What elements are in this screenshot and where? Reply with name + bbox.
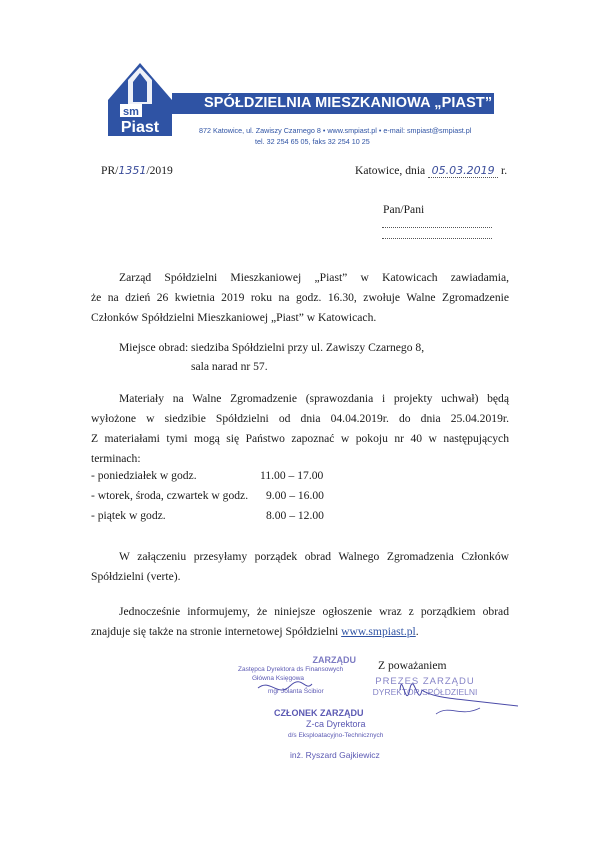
phone-line: tel. 32 254 65 05, faks 32 254 10 25 bbox=[255, 137, 370, 146]
schedule-day: - poniedziałek w godz. bbox=[91, 469, 197, 482]
place-date: Katowice, dnia 05.03.2019 r. bbox=[355, 164, 508, 177]
place-address: siedziba Spółdzielni przy ul. Zawiszy Czarnego 8, bbox=[191, 341, 425, 354]
closing-salutation: Z poważaniem bbox=[378, 659, 447, 672]
website-link[interactable]: www.smpiast.pl bbox=[341, 625, 416, 638]
recipient-label: Pan/Pani bbox=[383, 203, 425, 216]
recipient-line-1 bbox=[382, 227, 492, 228]
stamp-board-member: CZŁONEK ZARZĄDU Z-ca Dyrektora d/s Eksploatacyjno-Technicznych inż. Ryszard Gajkiewicz bbox=[274, 708, 384, 760]
paragraph-materials: Materiały na Walne Zgromadzenie (sprawozdania i projekty uchwał) będą wyłożone w siedzibie Spółdzielni od dnia 04.04.2019r. do dnia 25.04.2019r. Z materiałami tymi mogą się Państwo zapoznać w pokoju nr 40 w następujących terminach: bbox=[91, 392, 509, 465]
svg-text:sm: sm bbox=[123, 106, 139, 118]
cooperative-logo bbox=[106, 60, 174, 136]
stamp-president: PREZES ZARZĄDU DYREKTOR SPÓŁDZIELNI bbox=[372, 676, 478, 697]
place-label: Miejsce obrad: bbox=[119, 341, 189, 354]
schedule-hours: 8.00 – 12.00 bbox=[266, 509, 324, 522]
schedule-hours: 9.00 – 16.00 bbox=[266, 489, 324, 502]
reference-number: PR/1351/2019 bbox=[101, 164, 173, 177]
date-handwritten: 05.03.2019 bbox=[428, 164, 498, 178]
address-line: 872 Katowice, ul. Zawiszy Czarnego 8 • www.smpiast.pl • e-mail: smpiast@smpiast.pl bbox=[199, 126, 472, 135]
schedule-hours: 11.00 – 17.00 bbox=[260, 469, 324, 482]
cooperative-title-banner: SPÓŁDZIELNIA MIESZKANIOWA „PIAST” bbox=[172, 93, 494, 114]
paragraph-website: Jednocześnie informujemy, że niniejsze ogłoszenie wraz z porządkiem obrad znajduje się także na stronie internetowej Spółdzielni www.smpiast.pl. bbox=[91, 605, 509, 638]
paragraph-convocation: Zarząd Spółdzielni Mieszkaniowej „Piast” w Katowicach zawiadamia, że na dzień 26 kwietnia 2019 roku na godz. 16.30, zwołuje Walne Zgromadzenie Członków Spółdzielni Mieszkaniowej „Piast” w Katowicach. bbox=[91, 271, 509, 324]
stamp-finance-deputy: ZARZĄDU Zastępca Dyrektora ds Finansowych Główna Księgowa mgr Jolanta Ścibior bbox=[238, 655, 356, 695]
recipient-line-2 bbox=[382, 238, 492, 239]
place-room: sala narad nr 57. bbox=[191, 360, 268, 373]
paragraph-attachment: W załączeniu przesyłamy porządek obrad Walnego Zgromadzenia Członków Spółdzielni (verte). bbox=[91, 550, 509, 583]
svg-text:Piast: Piast bbox=[120, 119, 160, 136]
schedule-day: - wtorek, środa, czwartek w godz. bbox=[91, 489, 249, 502]
schedule-day: - piątek w godz. bbox=[91, 509, 166, 522]
